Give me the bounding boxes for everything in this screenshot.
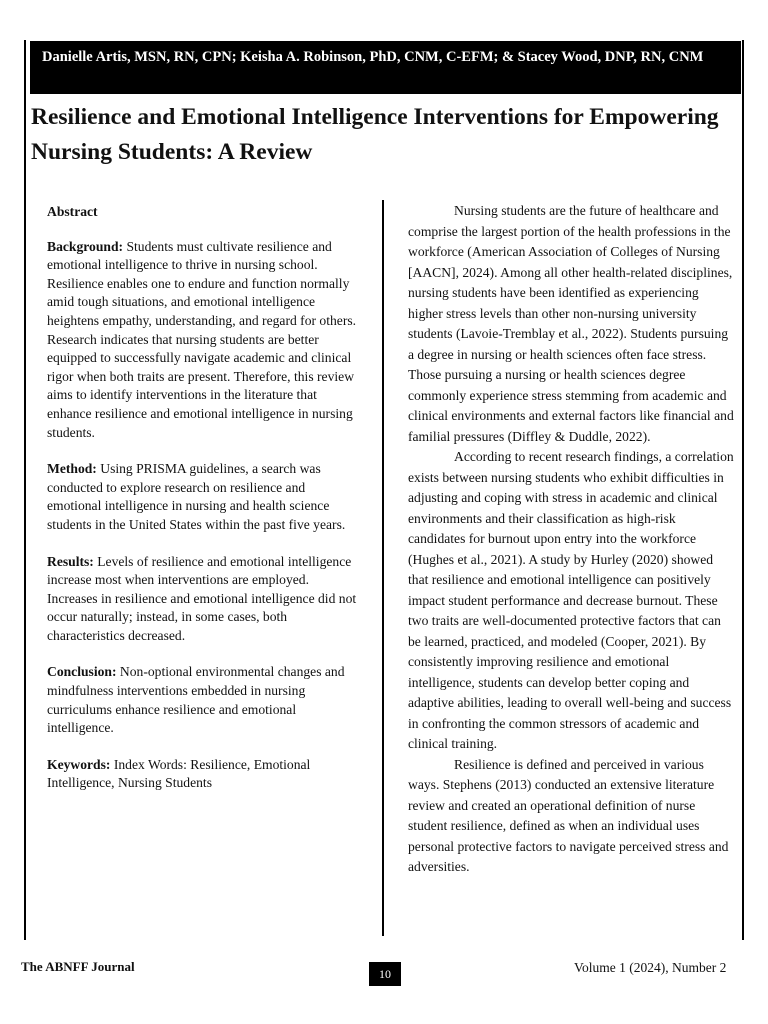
journal-name: The ABNFF Journal [21, 959, 135, 974]
abstract-background [47, 238, 357, 443]
keywords-label: Keywords: [47, 756, 111, 772]
body-paragraph-1: Nursing students are the future of healthcare and comprise the largest portion of the health professions in the workforce (American Association of Colleges of Nursing [AACN], 2024). Among all other health-related disciplines, nursing students have been identified as experiencing higher stress levels than other non-nursing university students (Lavoie-Tremblay et al., 2022). Students pursuing a degree in nursing or health sciences often face stress. Those pursuing a nursing or health sciences degree commonly experience stress stemming from academic and clinical environments and external factors like financial and familial pressures (Diffley & Duddle, 2022). [408, 203, 734, 444]
conclusion-label: Conclusion: [47, 664, 117, 680]
volume-info: Volume 1 (2024), Number 2 [574, 960, 727, 975]
author-list: Danielle Artis, MSN, RN, CPN; Keisha A. Robinson, PhD, CNM, C-EFM; & Stacey Wood, DNP, RN, CNM [42, 49, 704, 65]
body-column [408, 201, 734, 878]
conclusion-text: Non-optional environmental changes and mindfulness interventions embedded in nursing curriculums enhance resilience and emotional intelligence. [47, 664, 345, 736]
article-title: Resilience and Emotional Intelligence Interventions for Empowering Nursing Students: A Review [31, 104, 719, 165]
abstract-heading: Abstract [47, 204, 98, 219]
body-paragraph-2: According to recent research findings, a correlation exists between nursing students who exhibit difficulties in adjusting and coping with stress in academic and clinical environments and their classification as high-risk candidates for burnout upon entry into the workforce (Hughes et al., 2021). A study by Hurley (2020) showed that resilience and emotional intelligence can positively impact student performance and decrease burnout. These two traits are well-documented protective factors that can be learned, practiced, and modeled (Cooper, 2021). By consistently improving resilience and emotional intelligence, students can develop better coping and adaptive abilities, leading to overall well-being and success in confronting the common stressors of academic and clinical training. [408, 449, 734, 751]
background-text: Students must cultivate resilience and emotional intelligence to thrive in nursing school. Resilience enables one to endure and function normally amid tough situations, and emotional intelligence heightens empathy, understanding, and regard for others. Research indicates that nursing students are better equipped to successfully navigate academic and clinical rigor when both traits are present. Therefore, this review aims to identify interventions in the literature that enhance resilience and emotional intelligence in nursing students. [47, 238, 357, 440]
results-label: Results: [47, 553, 94, 569]
column-divider [382, 200, 384, 936]
left-border-rule [24, 40, 26, 940]
abstract-method [47, 460, 357, 534]
method-label: Method: [47, 461, 97, 477]
abstract-conclusion [47, 663, 357, 737]
author-banner [30, 41, 741, 94]
results-text: Levels of resilience and emotional intelligence increase most when interventions are employed. Increases in resilience and emotional intelligence did not occur naturally; instead, in some cases, both characteristics decreased. [47, 553, 357, 643]
keywords-text: Index Words: Resilience, Emotional Intelligence, Nursing Students [47, 756, 311, 791]
abstract-keywords [47, 756, 357, 793]
method-text: Using PRISMA guidelines, a search was conducted to explore research on resilience and emotional intelligence in nursing and health science students in the United States within the past five years. [47, 461, 346, 532]
abstract-results [47, 553, 357, 646]
abstract-column [47, 203, 357, 811]
page-number: 10 [369, 962, 401, 986]
right-border-rule [742, 40, 744, 940]
background-label: Background: [47, 238, 124, 254]
body-paragraph-3: Resilience is defined and perceived in various ways. Stephens (2013) conducted an extensive literature review and created an operational definition of nurse student resilience, defined as when an individual uses personal protective factors to navigate perceived stress and adversities. [408, 756, 729, 874]
